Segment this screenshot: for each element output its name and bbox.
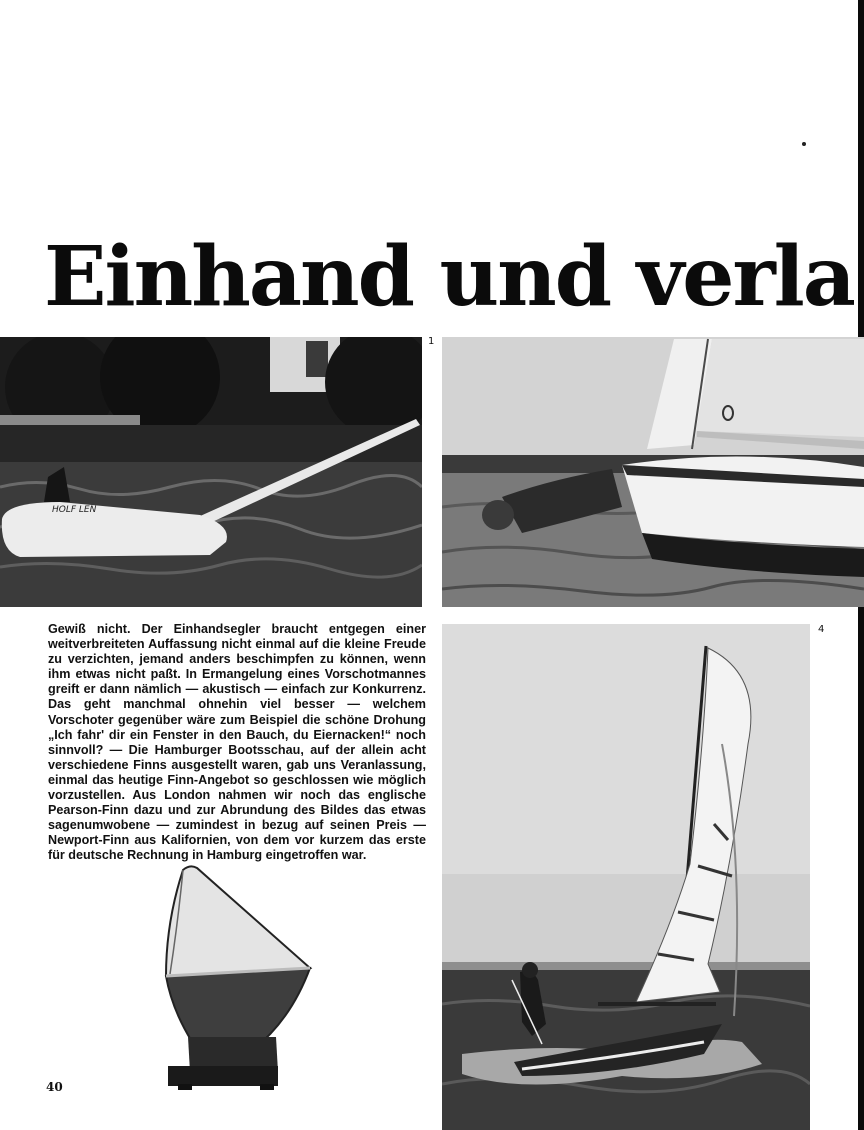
hull-on-stand-illustration — [150, 862, 320, 1094]
photo-capsized-dinghy — [0, 337, 422, 607]
photo-4-number: 4 — [818, 624, 825, 635]
photo-racing-dinghy — [442, 624, 810, 1130]
article-body-text: Gewiß nicht. Der Einhandsegler braucht entgegen einer weitverbreiteten Auffassung nicht einmal auf die kleine Freude zu verzichten, jemand anders beschimpfen zu können, wenn ihm etwas nicht paßt. In Ermangelung eines Vorschotmannes greift er dann nämlich — akustisch — einfach zur Konkurrenz. Das geht manchmal ohnehin viel besser — welchem Vorschoter gegenüber wäre zum Beispiel die schöne Drohung „Ich fahr' dir ein Fenster in den Bauch, du Eiernacken!“ noch sinnvoll? — Die Hamburger Bootsschau, auf der allein acht verschiedene Finns ausgestellt waren, gab uns Veranlassung, einmal das heutige Finn-Angebot so geschlossen wie möglich vorzustellen. Aus London nahmen wir noch das englische Pearson-Finn dazu und zur Abrundung des Bildes das etwas sagenumwobene — zumindest in bezug auf seinen Preis — Newport-Finn aus Kalifornien, von dem vor kurzem das erste für deutsche Rechnung in Hamburg eingetroffen war. — [48, 622, 426, 863]
photo-hiking-sailor — [442, 337, 864, 607]
page-number: 40 — [46, 1080, 63, 1094]
print-speck — [802, 142, 806, 146]
photo-1-number: 1 — [428, 336, 435, 347]
headline: Einhand und verla — [44, 229, 854, 325]
hull-lettering: HOLF LEN — [52, 505, 97, 515]
